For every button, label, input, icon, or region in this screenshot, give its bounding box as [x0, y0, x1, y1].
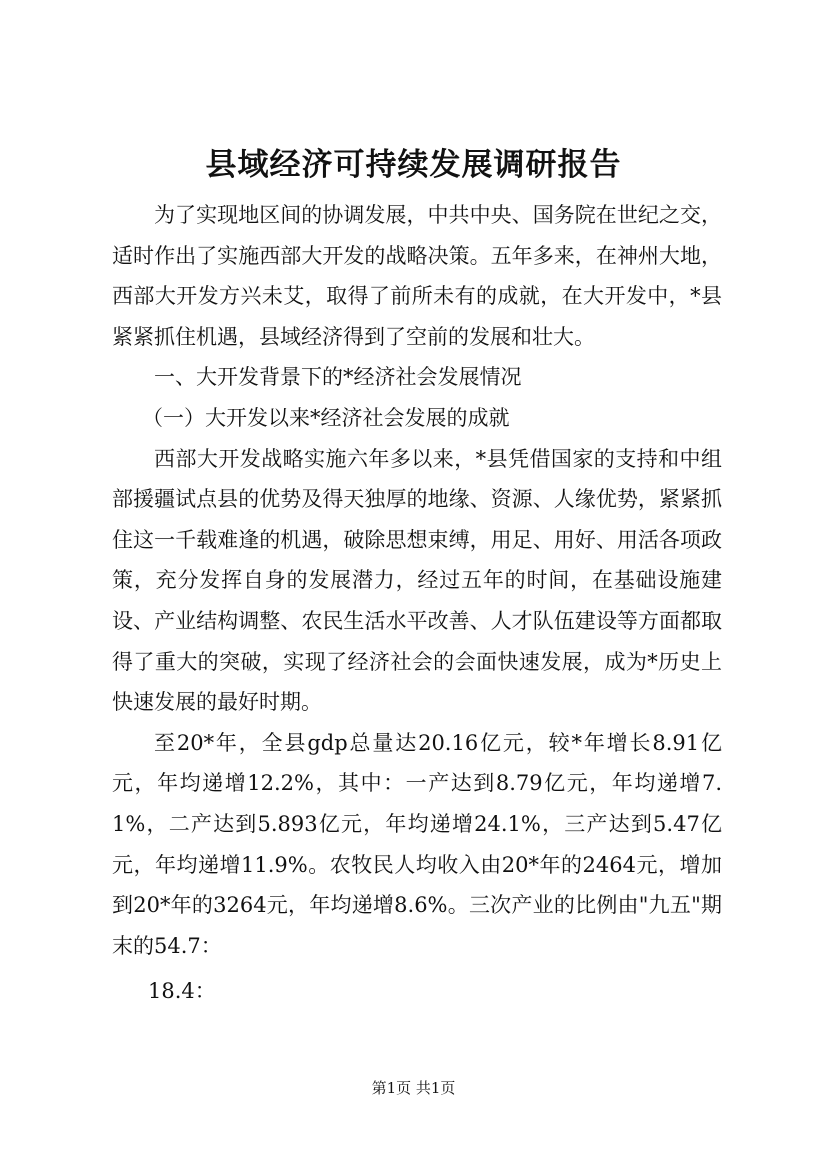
paragraph-statistics: 至20*年，全县gdp总量达20.16亿元，较*年增长8.91亿元，年均递增12.2%，其中：一产达到8.79亿元，年均递增7.1%，二产达到5.893亿元，年均递增24.1%，三产达到5.47亿元，年均递增11.9%。农牧民人均收入由20*年的2464元，增加到20*年的3264元，年均递增8.6%。三次产业的比例由"九五"期末的54.7：	[112, 730, 723, 958]
document-body	[112, 195, 722, 1012]
page-footer: 第1页 共1页	[371, 1079, 456, 1097]
section-heading: 一、大开发背景下的*经济社会发展情况	[154, 365, 522, 390]
subsection-heading: （一）大开发以来*经济社会发展的成就	[142, 405, 510, 430]
paragraph-achievements: 西部大开发战略实施六年多以来，*县凭借国家的支持和中组部援疆试点县的优势及得天独厚的地缘、资源、人缘优势，紧紧抓住这一千载难逢的机遇，破除思想束缚，用足、用好、用活各项政策，充分发挥自身的发展潜力，经过五年的时间，在基础设施建设、产业结构调整、农民生活水平改善、人才队伍建设等方面都取得了重大的突破，实现了经济社会的会面快速发展，成为*历史上快速发展的最好时期。	[112, 446, 722, 715]
paragraph-intro: 为了实现地区间的协调发展，中共中央、国务院在世纪之交，适时作出了实施西部大开发的战略决策。五年多来，在神州大地，西部大开发方兴未艾，取得了前所未有的成就，在大开发中，*县紧紧抓住机遇，县域经济得到了空前的发展和壮大。	[112, 203, 722, 349]
document-title: 县域经济可持续发展调研报告	[205, 147, 622, 183]
paragraph-ratio: 18.4：	[148, 979, 216, 1004]
